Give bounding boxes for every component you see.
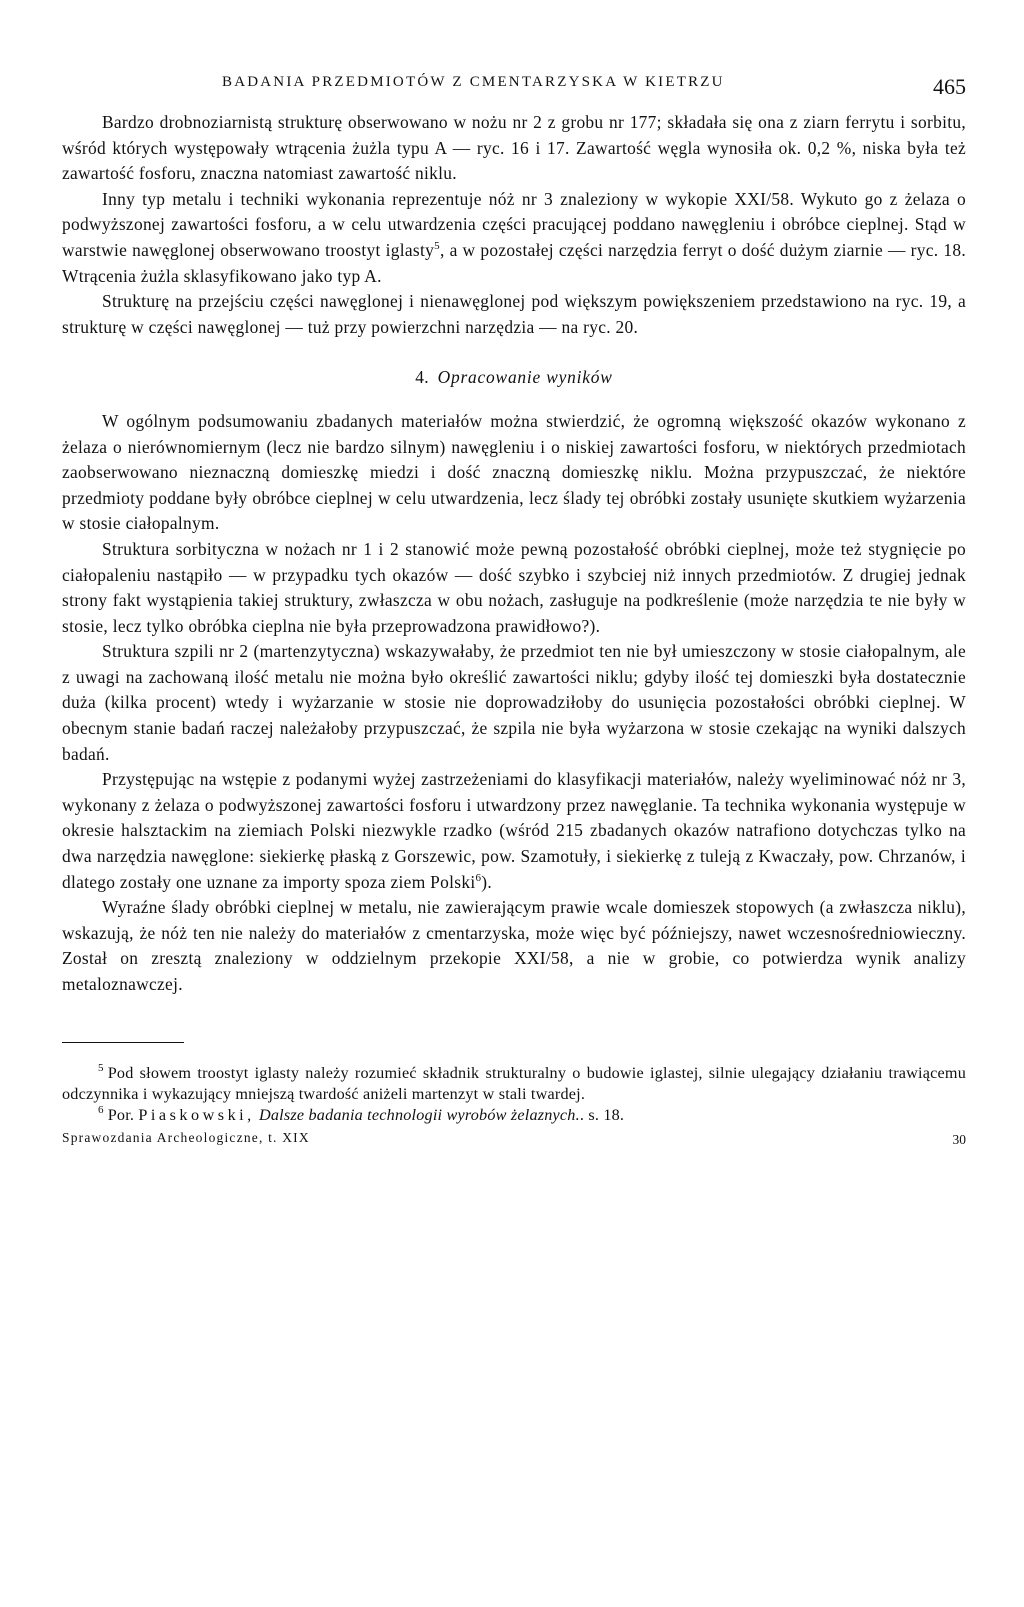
footnote-5	[62, 1063, 966, 1105]
paragraph: W ogólnym podsumowaniu zbadanych materiałów można stwierdzić, że ogromną większość okazów wykonano z żelaza o nierównomiernym (lecz nie bardzo silnym) nawęgleniu i o niskiej zawartości fosforu, w niektórych przedmiotach zaobserwowano nieznaczną domieszkę miedzi i dość znaczną domieszkę niklu. Można przypuszczać, że niektóre przedmioty poddane były obróbce cieplnej w celu utwardzenia, lecz ślady tej obróbki zostały usunięte skutkiem wyżarzenia w stosie ciałopalnym.	[62, 410, 966, 534]
paragraph: Strukturę na przejściu części nawęglonej i nienawęglonej pod większym powiększeniem przedstawiono na ryc. 19, a strukturę w części nawęglonej — tuż przy powierzchni narzędzia — na ryc. 20.	[62, 291, 966, 337]
footnote-rule	[62, 1042, 184, 1043]
running-head: BADANIA PRZEDMIOTÓW Z CMENTARZYSKA W KIETRZU	[222, 74, 725, 90]
page-header	[62, 60, 966, 110]
section-number: 4.	[415, 367, 429, 388]
signature-number: 30	[952, 1131, 966, 1147]
footnote-text: Pod słowem troostyt iglasty należy rozumieć składnik strukturalny o budowie iglastej, silnie ulegający działaniu trawiącemu odczynnika i wykazujący mniejszą twardość aniżeli martenzyt w stali twardej.	[62, 1063, 966, 1103]
paragraph-text: , a w pozostałej części narzędzia ferryt o dość dużym ziarnie — ryc. 18. Wtrącenia żużla sklasyfikowano jako typ A.	[62, 239, 967, 286]
footnote-mark: 5	[98, 1062, 104, 1075]
page-footer	[62, 1130, 966, 1160]
body-text	[62, 110, 966, 998]
footnotes	[62, 1063, 966, 1126]
paragraph: Struktura sorbityczna w nożach nr 1 i 2 stanowić może pewną pozostałość obróbki cieplnej, może też stygnięcie po ciałopaleniu nastąpiło — w przypadku tych okazów — dość szybko i szybciej niż innych przedmiotów. Z drugiej jednak strony fakt wystąpienia takiej struktury, zwłaszcza w obu nożach, zasługuje na podkreślenie (może narzędzia te nie były w stosie, lecz tylko obróbka cieplna nie była przeprowadzona prawidłowo?).	[62, 538, 966, 636]
footnote-author: Piaskowski,	[138, 1105, 255, 1124]
paragraph-text: ).	[481, 871, 493, 892]
section-title: Opracowanie wyników	[437, 367, 613, 388]
paragraph: Bardzo drobnoziarnistą strukturę obserwowano w nożu nr 2 z grobu nr 177; składała się ona z ziarn ferrytu i sorbitu, wśród których występowały wtrącenia żużla typu A — ryc. 16 i 17. Zawartość węgla wynosiła ok. 0,2 %, niska była też zawartość fosforu, znaczna natomiast zawartość niklu.	[62, 112, 966, 184]
footnote-work-title: Dalsze badania technologii wyrobów żelaznych.	[258, 1105, 580, 1124]
paragraph	[62, 187, 966, 289]
footnote-ref: 6	[475, 871, 482, 884]
footnote-6	[62, 1105, 966, 1126]
paragraph: Wyraźne ślady obróbki cieplnej w metalu, nie zawierającym prawie wcale domieszek stopowych (a zwłaszcza niklu), wskazują, że nóż ten nie należy do materiałów z cmentarzyska, może więc być późniejszy, nawet wczesnośredniowieczny. Został on zresztą znaleziony w oddzielnym przekopie XXI/58, a nie w grobie, co potwierdza wynik analizy metaloznawczej.	[62, 897, 966, 994]
footnote-text: . s. 18.	[579, 1105, 625, 1124]
section-heading	[62, 365, 966, 391]
paragraph	[62, 767, 966, 895]
footnote-mark: 6	[98, 1104, 104, 1117]
footnote-ref: 5	[434, 240, 440, 253]
paragraph-text: Przystępując na wstępie z podanymi wyżej zastrzeżeniami do klasyfikacji materiałów, należy wyeliminować nóż nr 3, wykonany z żelaza o podwyższonej zawartości fosforu i utwardzony przez nawęglanie. Ta technika wykonania występuje w okresie halsztackim na ziemiach Polski niezwykle rzadko (wśród 215 zbadanych okazów natrafiono dotychczas tylko na dwa narzędzia nawęglone: siekierkę płaską z Gorszewic, pow. Szamotuły, i siekierkę z tuleją z Kwaczały, pow. Chrzanów, i dlatego zostały one uznane za importy spoza ziem Polski	[62, 769, 966, 892]
page-number: 465	[933, 74, 966, 99]
footnote-text: Por.	[107, 1105, 135, 1124]
document-page	[62, 60, 966, 1160]
paragraph-text: Inny typ metalu i techniki wykonania reprezentuje nóż nr 3 znaleziony w wykopie XXI/58. Wykuto go z żelaza o podwyższonej zawartości fosforu, a w celu utwardzenia części pracującej poddano nawęgleniu i obróbce cieplnej. Stąd w warstwie nawęglonej obserwowano troostyt iglasty	[62, 188, 966, 260]
journal-name: Sprawozdania Archeologiczne, t. XIX	[62, 1129, 310, 1145]
paragraph: Struktura szpili nr 2 (martenzytyczna) wskazywałaby, że przedmiot ten nie był umieszczony w stosie ciałopalnym, ale z uwagi na zachowaną ilość metalu nie można było określić zawartości niklu; gdyby ilość tej domieszki była dostatecznie duża (kilka procent) wtedy i wyżarzanie w stosie nie doprowadziłoby do usunięcia pozostałości obróbki cieplnej. W obecnym stanie badań raczej należałoby przypuszczać, że szpila nie była wyżarzona w stosie czekając na wyniki dalszych badań.	[62, 641, 966, 764]
